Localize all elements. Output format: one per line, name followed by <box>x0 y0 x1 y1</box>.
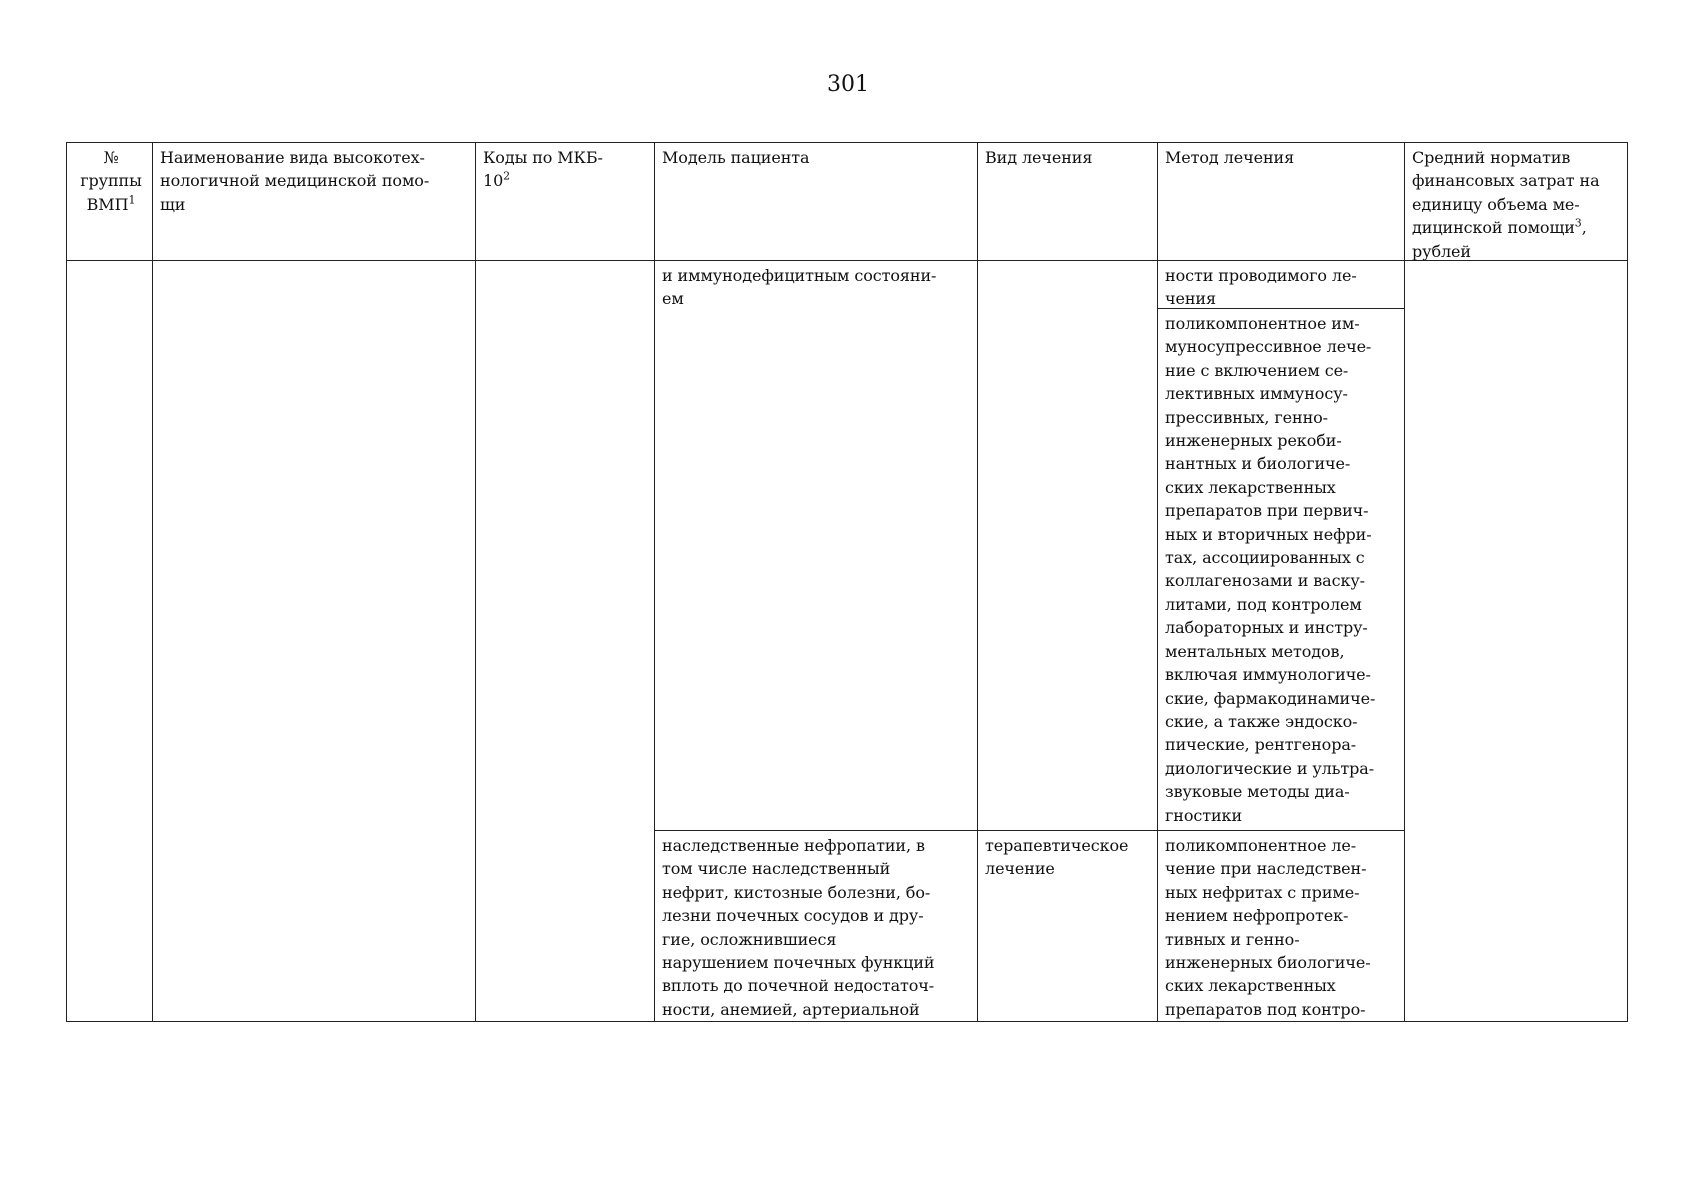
row2-treatment-method: поликомпонентное ле- чение при наследствен- ных нефритах с приме- нением нефропротек- тивных и генно- инженерных биологиче- ских лекарственных препаратов под контро- <box>1165 836 1371 1019</box>
header-treatment-method: Метод лечения <box>1165 148 1295 167</box>
header-vmp-name: Наименование вида высокотех- нологичной медицинской помо- щи <box>160 148 430 214</box>
row-divider-line <box>655 830 1405 831</box>
row2-treatment-type: терапевтическое лечение <box>985 836 1129 879</box>
vmp-table <box>66 142 1628 1022</box>
header-treatment-type: Вид лечения <box>985 148 1093 167</box>
header-icd-codes: Коды по МКБ- $10^2$ <box>483 148 603 191</box>
row2-patient-model: наследственные нефропатии, в том числе наследственный нефрит, кистозные болезни, бо- лезни почечных сосудов и дру- гие, осложнившиеся нарушением почечных функций вплоть до почечной недостаточ- ности, анемией, артериальной <box>662 836 935 1019</box>
header-group-no: № группы ВМП$^1$ <box>80 148 142 214</box>
row1-patient-model: и иммунодефицитным состояни- ем <box>662 266 937 309</box>
row1-treatment-method: поликомпонентное им- муносупрессивное лече- ние с включением се- лективных иммуносу- прессивных, генно- инженерных рекоби- нантных и биологиче- ских лекарственных препаратов при первич- ных и вторичных нефри- тах, ассоциированных с коллагенозами и васку- литами, под контролем лабораторных и инстру- ментальных методов, включая иммунологиче- ские, фармакодинамиче- ские, а также эндоско- пические, рентгенора- диологические и ультра- звуковые методы диа- гностики <box>1165 314 1376 825</box>
header-patient-model: Модель пациента <box>662 148 810 167</box>
page-number: 301 <box>827 72 869 97</box>
header-bottom-line <box>66 260 1628 261</box>
row1-method-continued: ности проводимого ле- чения <box>1165 266 1357 309</box>
header-cost-norm: Средний норматив финансовых затрат на единицу объема ме- дицинской помощи$^3$, рублей <box>1412 148 1600 261</box>
